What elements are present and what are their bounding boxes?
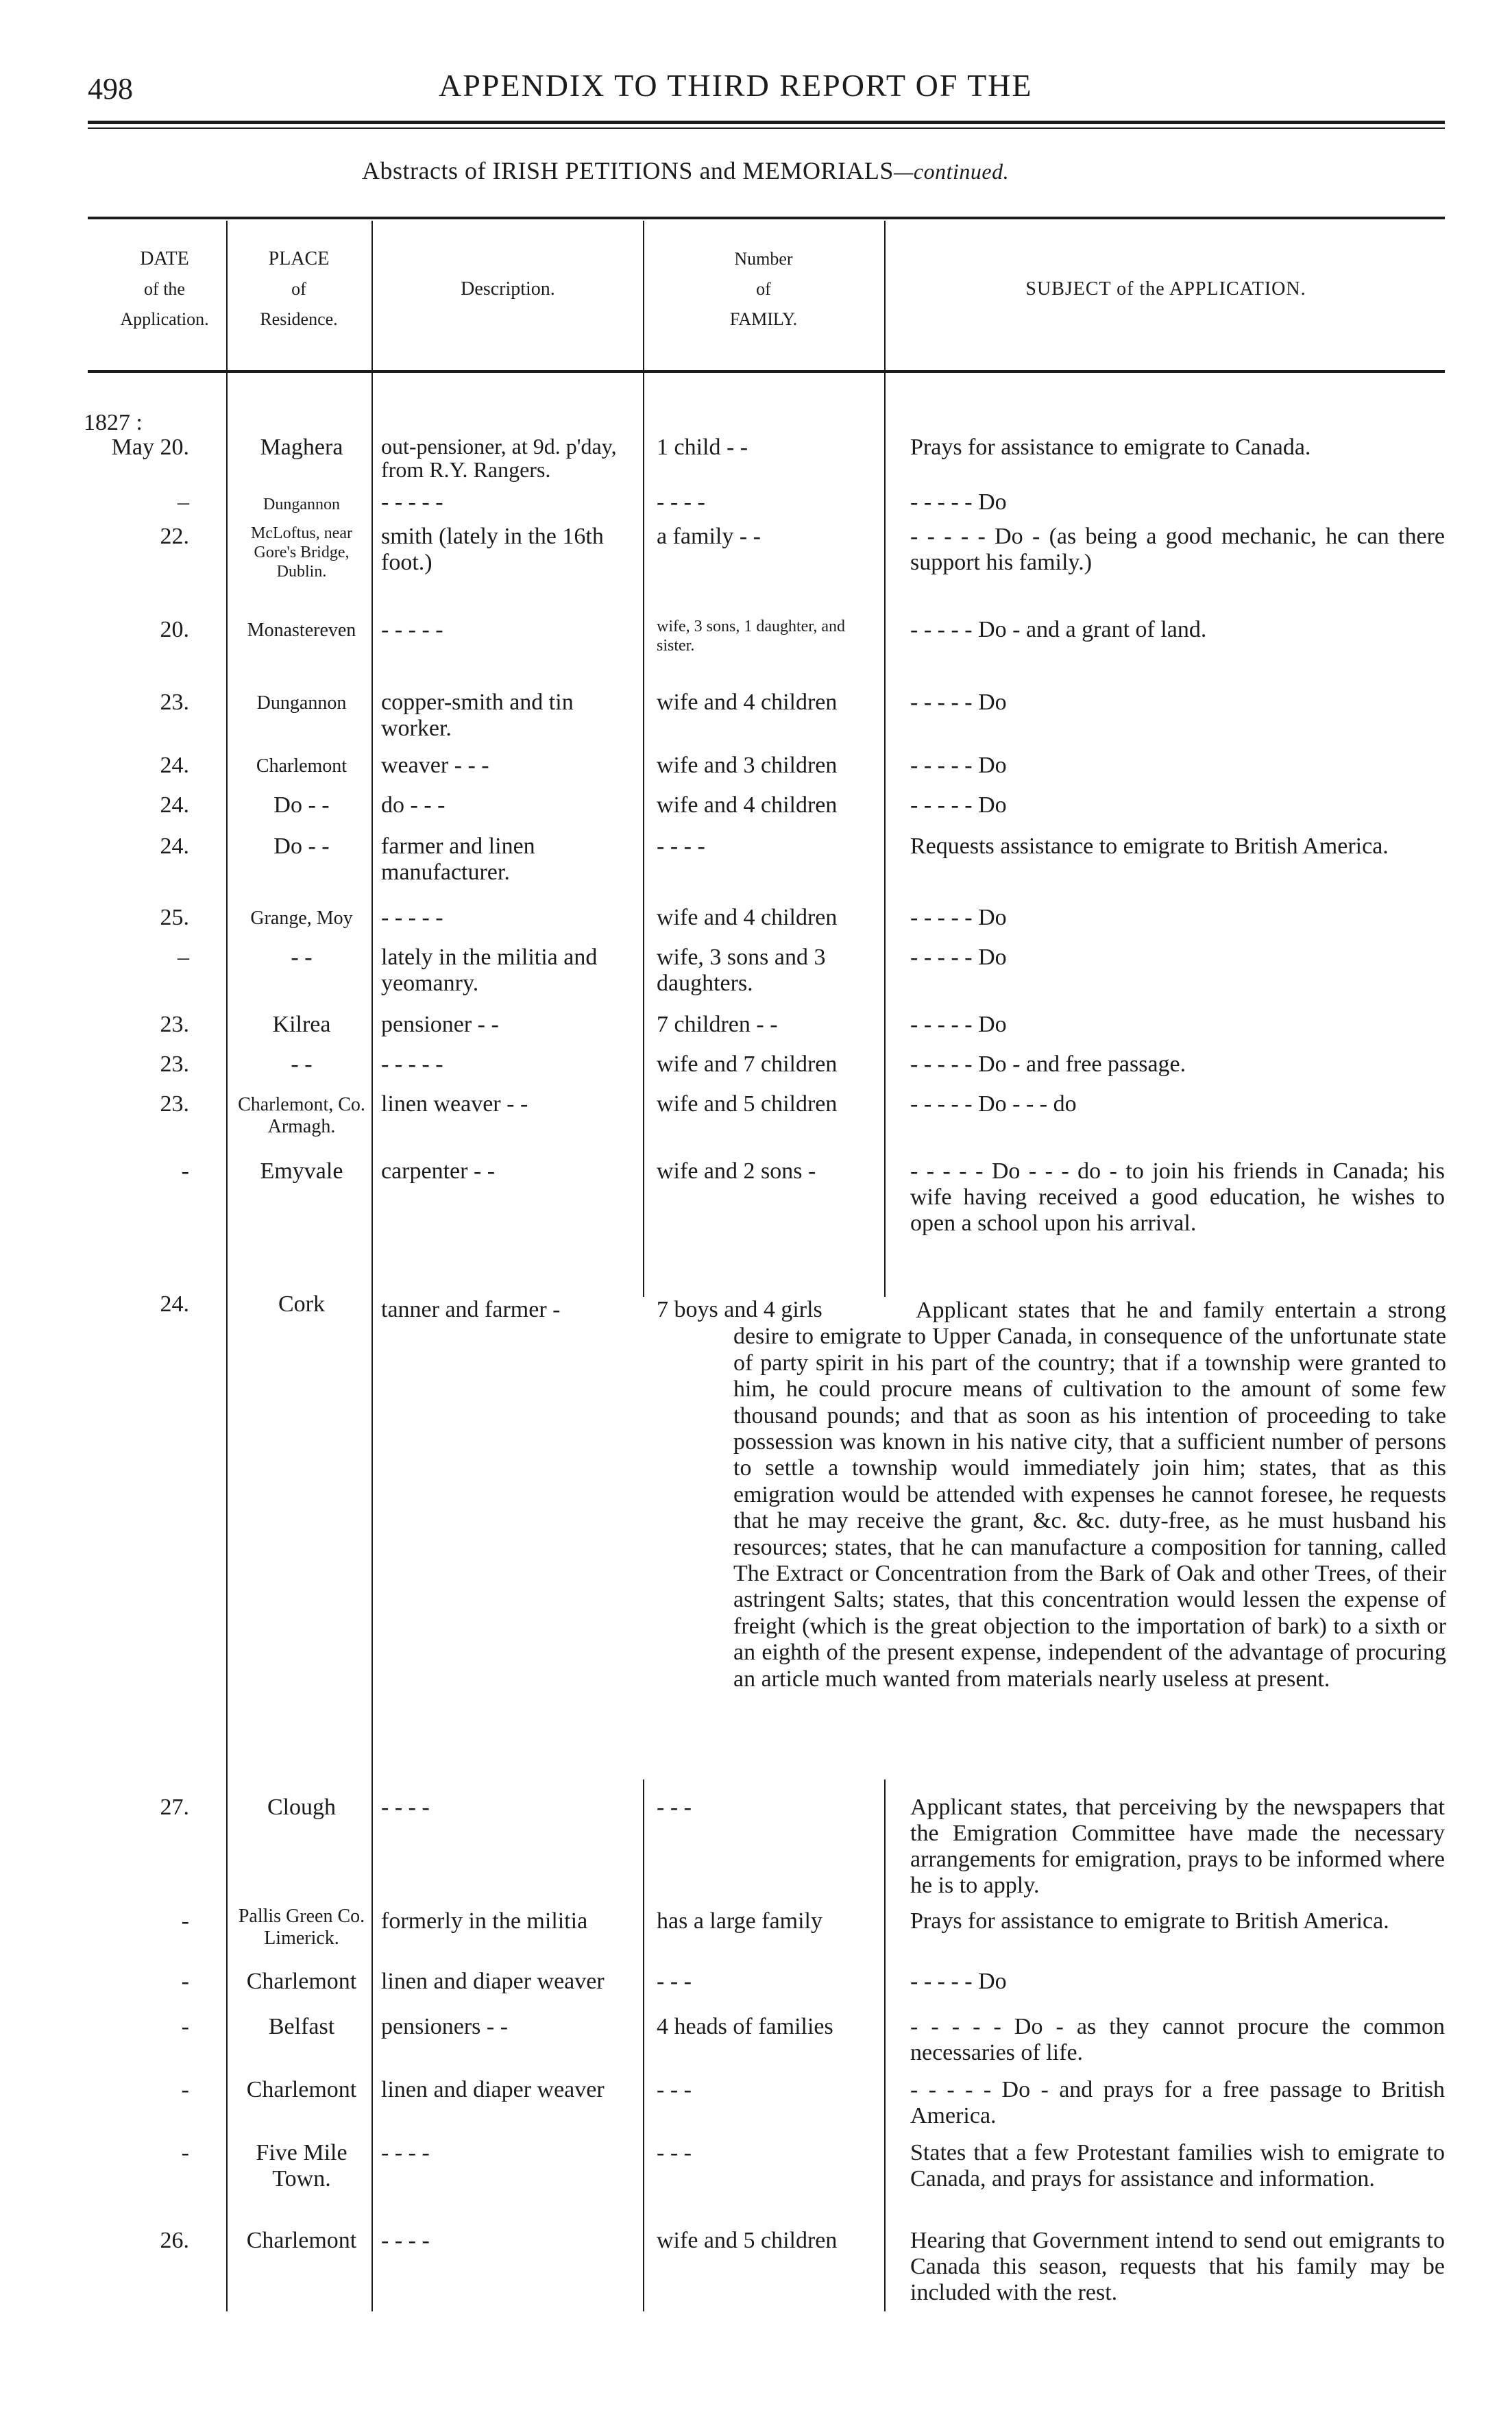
row-subject: - - - - - Do - and free passage. [910, 1052, 1186, 1077]
row-family: wife, 3 sons, 1 daughter, and sister. [657, 618, 845, 655]
row-place: Do - - [273, 792, 330, 818]
row-family: 7 boys and 4 girls [657, 1297, 822, 1322]
header-place [230, 244, 367, 335]
header-date-line: Application. [120, 309, 209, 329]
row-subject: - - - - - Do [910, 489, 1007, 515]
header-rule-thin [88, 127, 1445, 129]
row-description: farmer and linen manufacturer. [381, 834, 535, 885]
row-description: pensioner - - [381, 1012, 499, 1037]
row-family: wife and 7 children [657, 1052, 838, 1077]
row-description: smith (lately in the 16th foot.) [381, 524, 604, 575]
row-date: 23. [160, 1091, 189, 1117]
row-subject: States that a few Protestant families wish to emigrate to Canada, and prays for assistance and information. [910, 2140, 1445, 2191]
row-description: lately in the militia and yeomanry. [381, 945, 598, 996]
row-subject: - - - - - Do - - - do - to join his friends in Canada; his wife having received a good education, he wishes to open a school upon his arrival. [910, 1158, 1445, 1236]
row-place: Emyvale [260, 1158, 343, 1184]
column-divider [226, 221, 228, 2311]
row-date: 24. [160, 753, 189, 778]
row-subject: Applicant states, that perceiving by the newspapers that the Emigration Committee have made the necessary arrangements for emigration, prays to be informed where he is to apply. [910, 1795, 1445, 1898]
row-date: 23. [160, 690, 189, 715]
row-date: 26. [160, 2228, 189, 2253]
header-place-line: Residence. [260, 309, 338, 329]
row-date: 22. [160, 524, 189, 549]
row-place: Pallis Green Co. Limerick. [238, 1906, 365, 1949]
row-subject: - - - - - Do [910, 945, 1007, 970]
row-subject: - - - - - Do - - - do [910, 1091, 1077, 1117]
row-date: - [181, 1158, 189, 1184]
row-place: Dungannon [256, 692, 347, 714]
row-family: 4 heads of families [657, 2014, 833, 2039]
row-date: 20. [160, 617, 189, 642]
row-family: wife and 5 children [657, 1091, 838, 1117]
row-subject: Applicant states that he and family entertain a strong desire to emigrate to Upper Canada, in consequence of the unfortunate state of party spirit in his part of the country; that if a township were granted to him, he could procure means of cultivation to the amount of some few thousand pounds; and that as soon as his intention of proceeding to take possession was known in his native city, that a sufficient number of persons to settle a township would immediately join him; states, that as this emigration would be attended with expenses he cannot foresee, he requests that he may receive the grant, &c. &c. duty-free, as he must husband his resources; states, that he can manufacture a composition for tanning, called The Extract or Concentration from the Bark of Oak and other Trees, of their astringent Salts; states, that this concentration would lessen the expense of freight (which is the great objection to the importation of bark) to a sixth or an eighth of the present expense, independent of the advantage of procuring an article much wanted from materials nearly useless at present. [733, 1298, 1446, 1692]
row-description: pensioners - - [381, 2014, 509, 2039]
row-description: copper-smith and tin worker. [381, 690, 574, 741]
row-family: - - - - [657, 834, 705, 859]
year-label: 1827 : [84, 410, 143, 435]
row-family: wife and 4 children [657, 690, 838, 715]
header-rule [88, 121, 1445, 124]
row-place: Charlemont [246, 1969, 357, 1994]
row-description: formerly in the militia [381, 1908, 588, 1934]
row-place: Kilrea [272, 1012, 331, 1037]
table-header-rule [88, 370, 1445, 373]
row-description: - - - - - [381, 1052, 443, 1077]
row-place: Five Mile Town. [256, 2140, 347, 2191]
row-family: 7 children - - [657, 1012, 778, 1037]
row-place: - - [291, 1052, 313, 1077]
row-subject: - - - - - Do [910, 1012, 1007, 1037]
row-place: Grange, Moy [250, 908, 353, 929]
column-divider [371, 221, 373, 2311]
header-family-line: of [756, 279, 771, 299]
row-place: Dungannon [263, 496, 340, 513]
row-family: a family - - [657, 524, 761, 549]
row-subject: Hearing that Government intend to send out emigrants to Canada this season, requests that his family may be included with the rest. [910, 2228, 1445, 2305]
row-description: - - - - - [381, 905, 443, 930]
page-number: 498 [88, 72, 133, 106]
row-family: - - - - [657, 489, 705, 515]
header-family-line: FAMILY. [729, 309, 798, 329]
row-date: 23. [160, 1012, 189, 1037]
header-place-line: of [291, 279, 306, 299]
row-place: Charlemont [246, 2228, 357, 2253]
row-place: Charlemont, Co. Armagh. [238, 1094, 365, 1137]
row-date: 24. [160, 792, 189, 818]
row-date: 23. [160, 1052, 189, 1077]
row-date: 27. [160, 1795, 189, 1820]
column-divider [884, 221, 886, 1297]
row-family: wife and 2 sons - [657, 1158, 816, 1184]
header-date-line: of the [144, 279, 185, 299]
row-family: wife and 5 children [657, 2228, 838, 2253]
row-place: Monastereven [247, 620, 356, 641]
row-family: wife and 3 children [657, 753, 838, 778]
row-description: out-pensioner, at 9d. p'day, from R.Y. Rangers. [381, 434, 617, 482]
row-description: linen and diaper weaver [381, 1969, 605, 1994]
header-description: Description. [461, 278, 555, 300]
row-family: 1 child - - [657, 435, 748, 460]
header-date-line: DATE [140, 248, 189, 269]
row-subject: - - - - - Do [910, 1969, 1007, 1994]
row-subject: Prays for assistance to emigrate to Canada. [910, 435, 1311, 460]
row-family: - - - [657, 1795, 692, 1820]
row-description: - - - - - [381, 617, 443, 642]
row-place: Charlemont [256, 755, 347, 777]
running-title: APPENDIX TO THIRD REPORT OF THE [439, 68, 1033, 103]
column-divider [884, 1779, 886, 2311]
row-date: – [178, 945, 189, 970]
header-family-line: Number [734, 249, 793, 269]
header-date [103, 244, 226, 335]
row-family: has a large family [657, 1908, 823, 1934]
row-place: Maghera [260, 435, 343, 460]
row-date: - [181, 2014, 189, 2039]
row-family: - - - [657, 2140, 692, 2165]
row-subject: - - - - - Do [910, 792, 1007, 818]
row-date: - [181, 2140, 189, 2165]
row-date: – [178, 489, 189, 515]
row-description: - - - - [381, 2140, 430, 2165]
row-date: - [181, 2077, 189, 2102]
row-description: - - - - [381, 1795, 430, 1820]
row-subject: Prays for assistance to emigrate to British America. [910, 1908, 1389, 1934]
row-family: wife and 4 children [657, 792, 838, 818]
row-family: wife, 3 sons and 3 daughters. [657, 945, 826, 996]
table-title-continued: —continued. [893, 159, 1010, 184]
row-place: Cork [278, 1291, 325, 1317]
row-date: May 20. [111, 435, 189, 460]
row-place: McLoftus, near Gore's Bridge, Dublin. [251, 524, 352, 581]
row-family: - - - [657, 1969, 692, 1994]
table-title-text: Abstracts of IRISH PETITIONS and MEMORIALS [362, 157, 894, 184]
row-description: carpenter - - [381, 1158, 496, 1184]
row-date: 24. [160, 834, 189, 859]
row-subject: - - - - - Do - and a grant of land. [910, 617, 1207, 642]
row-description: - - - - - [381, 489, 443, 515]
header-family [647, 244, 880, 335]
row-description: - - - - [381, 2228, 430, 2253]
row-subject: - - - - - Do [910, 753, 1007, 778]
row-description: weaver - - - [381, 753, 489, 778]
row-description: linen and diaper weaver [381, 2077, 605, 2102]
row-subject: - - - - - Do - as they cannot procure the common necessaries of life. [910, 2014, 1445, 2065]
row-place: - - [291, 945, 313, 970]
row-description: tanner and farmer - [381, 1297, 561, 1322]
column-divider [643, 221, 644, 1297]
row-subject: - - - - - Do - and prays for a free passage to British America. [910, 2077, 1445, 2128]
table-title [362, 156, 1009, 185]
row-subject: Requests assistance to emigrate to British America. [910, 834, 1389, 859]
row-place: Do - - [273, 834, 330, 859]
row-date: 25. [160, 905, 189, 930]
row-subject: - - - - - Do [910, 905, 1007, 930]
row-subject: - - - - - Do - (as being a good mechanic, he can there support his family.) [910, 524, 1445, 575]
row-date: - [181, 1969, 189, 1994]
row-date: 24. [160, 1291, 189, 1317]
row-place: Clough [267, 1795, 337, 1820]
row-place: Charlemont [246, 2077, 357, 2102]
header-place-line: PLACE [268, 248, 330, 269]
row-date: - [181, 1908, 189, 1934]
row-description: linen weaver - - [381, 1091, 528, 1117]
row-place: Belfast [268, 2014, 335, 2039]
header-subject: SUBJECT of the APPLICATION. [1025, 278, 1306, 300]
row-family: wife and 4 children [657, 905, 838, 930]
row-family: - - - [657, 2077, 692, 2102]
table-top-rule [88, 217, 1445, 219]
row-description: do - - - [381, 792, 446, 818]
row-subject: - - - - - Do [910, 690, 1007, 715]
column-divider [643, 1779, 644, 2311]
